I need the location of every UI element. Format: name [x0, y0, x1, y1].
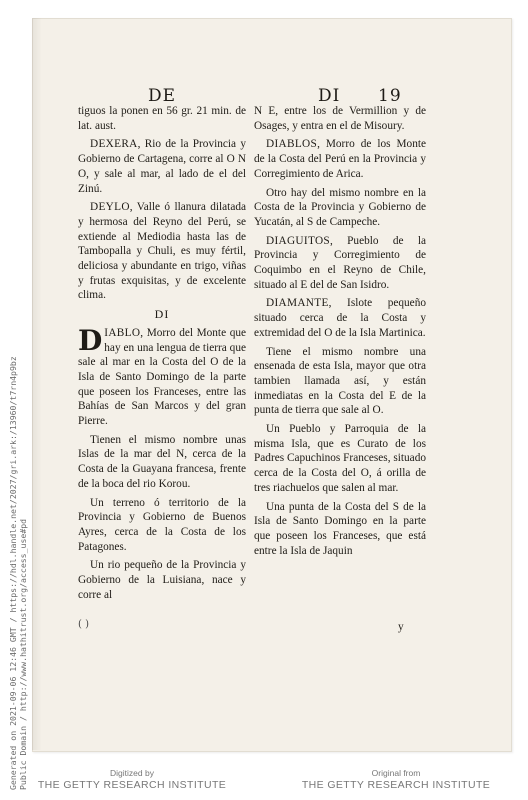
- entry-diamante: [254, 296, 426, 340]
- left-column: [78, 104, 246, 607]
- entry-continuation: N E, entre los de Vermillion y de Osages, y entra en el de Misoury.: [254, 105, 426, 132]
- provenance-text: [8, 356, 28, 790]
- entry-paragraph: Tiene el mismo nombre una ensenada de esta Isla, mayor que otra tambien llamada así, y están inmediatas en la Costa del E de la punta de tierra que sale al O.: [254, 345, 426, 417]
- provenance-line-generated: Generated on 2021-09-06 12:46 GMT / https://hdl.handle.net/2027/gri.ark:/13960/t7rn4p9bz: [8, 356, 18, 790]
- entry-text: , Morro de los Monte de la Costa del Perú en la Provincia y Corregimiento de Arica.: [254, 138, 426, 180]
- entry-text: , Valle ó llanura dilatada y hermosa del Reyno del Perú, se extiende al Mediodia hasta las de Tambopalla y Chuli, es muy fértil, deliciosa y abundante en trigo, viñas y frutas exquisitas, y de excelente clima.: [78, 201, 246, 302]
- provenance-line-rights: Public Domain / http://www.hathitrust.org/access_use#pd: [18, 518, 28, 790]
- entry-dexera: [78, 137, 246, 196]
- entry-text: , Islote pequeño situado cerca de la Costa y extremidad del O de la Isla Martinica.: [254, 297, 426, 339]
- entry-headword: DIAGUITOS: [266, 234, 330, 247]
- footer-digitized: [12, 768, 252, 792]
- margin-mark: ( ): [78, 619, 89, 630]
- footer-digitized-institution: THE GETTY RESEARCH INSTITUTE: [37, 779, 227, 791]
- page-number: 19: [378, 86, 402, 106]
- gutter-shadow: [32, 18, 42, 750]
- entry-paragraph: Un rio pequeño de la Provincia y Gobierno de la Luisiana, nace y corre al: [78, 559, 246, 601]
- entry-paragraph: Una punta de la Costa del S de la Isla de Santo Domingo en la parte que poseen los Franceses, que está entre la Isla de Jaquin: [254, 500, 426, 557]
- entry-diaguitos: [254, 234, 426, 293]
- entry-continuation: tiguos la ponen en 56 gr. 21 min. de lat. aust.: [78, 105, 246, 132]
- running-head-left: DE: [148, 86, 177, 106]
- entry-text: , Pueblo de la Provincia y Corregimiento de Coquimbo en el Reyno de Chile, situado al E del de San Isidro.: [254, 234, 426, 291]
- entry-text: , Rio de la Provincia y Gobierno de Cartagena, corre al O N O, y sale al mar, al lado de el del Zinú.: [78, 138, 246, 195]
- catchword: y: [398, 621, 404, 633]
- entry-headword: DIABLOS: [266, 138, 318, 151]
- entry-diablos: [254, 137, 426, 181]
- drop-capital: D: [78, 323, 103, 357]
- footer-original-label: Original from: [371, 768, 421, 778]
- footer-original: [276, 768, 516, 792]
- entry-headword: DIAMANTE: [266, 297, 329, 310]
- entry-paragraph: Otro hay del mismo nombre en la Costa de la Provincia y Gobierno de Yucatán, al S de Campeche.: [254, 186, 426, 228]
- entry-diablo: [78, 323, 246, 429]
- footer-digitized-label: Digitized by: [110, 768, 154, 778]
- entry-paragraph: Tienen el mismo nombre unas Islas de la mar del N, cerca de la Costa de la Guayana francesa, frente de la boca del rio Korou.: [78, 433, 246, 490]
- provenance-sidebar: [2, 356, 28, 792]
- entry-headword: DEXERA: [90, 138, 138, 151]
- entry-paragraph: Un Pueblo y Parroquia de la misma Isla, que es Curato de los Padres Capuchinos Franceses, situado cerca de la Costa del O, á orilla de tres riachuelos que salen al mar.: [254, 423, 426, 494]
- right-column: [254, 104, 426, 562]
- section-heading: DI: [154, 307, 170, 322]
- entry-paragraph: Un terreno ó territorio de la Provincia y Gobierno de Buenos Ayres, cerca de la Costa de los Patagones.: [78, 496, 246, 553]
- running-head-right: DI: [318, 86, 341, 106]
- entry-text: , Morro del Monte que hay en una lengua de tierra que sale al mar en la Costa del O de la Isla de Santo Domingo de la parte que poseen los Franceses, entre las Bahías de San Marcos y del gran Pierre.: [78, 326, 246, 428]
- entry-headword: IABLO: [104, 326, 141, 339]
- footer-original-institution: THE GETTY RESEARCH INSTITUTE: [301, 779, 491, 791]
- entry-headword: DEYLO: [90, 201, 130, 214]
- entry-deylo: [78, 200, 246, 303]
